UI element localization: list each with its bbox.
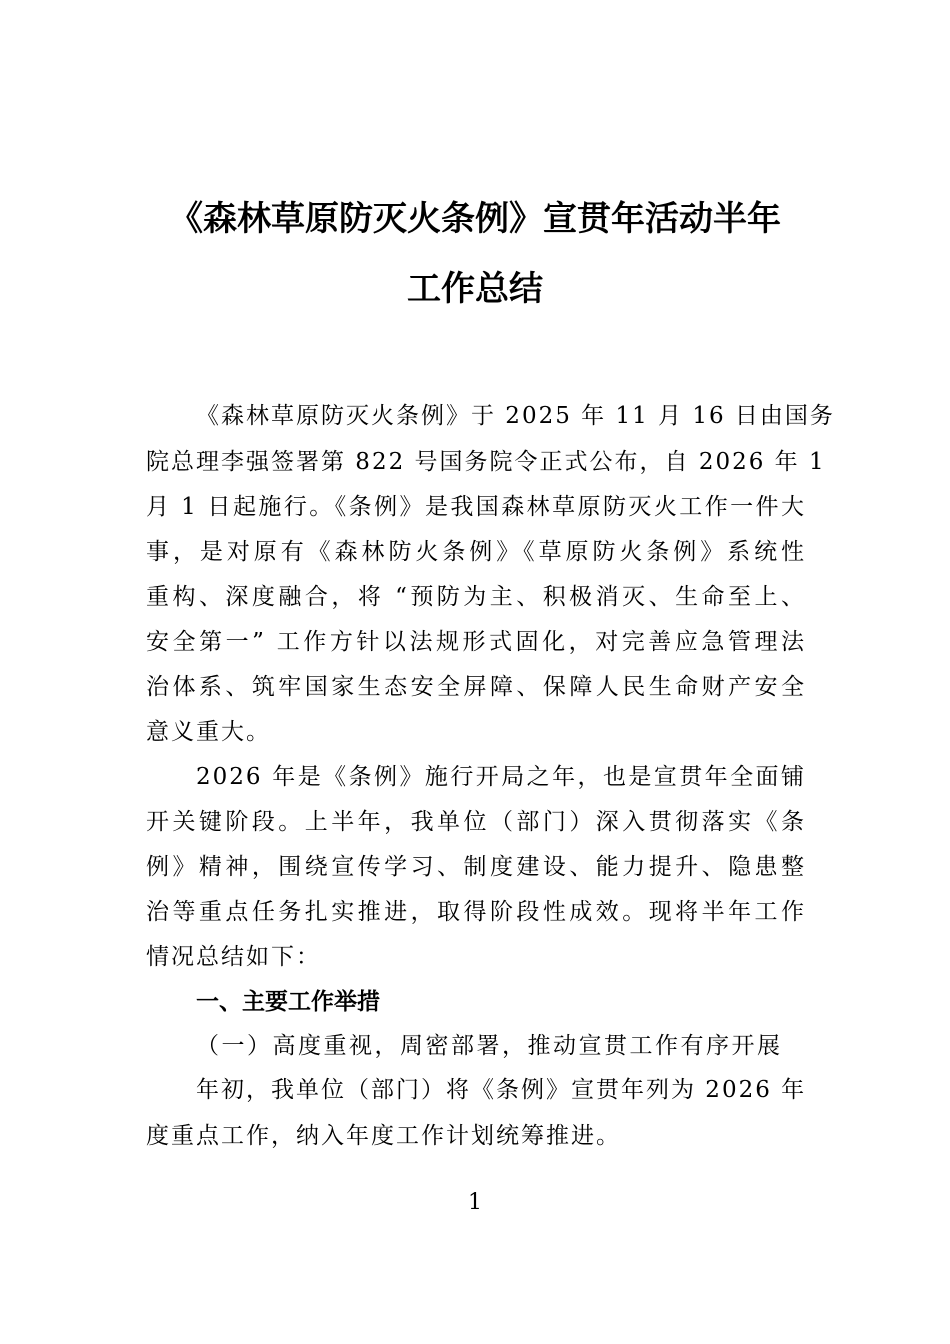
text-line: 院总理李强签署第 822 号国务院令正式公布，自 2026 年 1 xyxy=(146,449,826,475)
text-line: 安全第一” 工作方针以法规形式固化，对完善应急管理法 xyxy=(146,629,806,655)
text-line: 度重点工作，纳入年度工作计划统筹推进。 xyxy=(146,1123,621,1149)
text-line: 年初，我单位（部门）将《条例》宣贯年列为 2026 年 xyxy=(196,1077,807,1103)
text-line: 治体系、筑牢国家生态安全屏障、保障人民生命财产安全 xyxy=(146,674,806,700)
document-title-line-1: 《森林草原防灭火条例》宣贯年活动半年 xyxy=(169,199,781,239)
text-line: 2026 年是《条例》施行开局之年，也是宣贯年全面铺 xyxy=(196,764,806,790)
text-line: 意义重大。 xyxy=(146,719,271,745)
text-line: 《森林草原防灭火条例》于 2025 年 11 月 16 日由国务 xyxy=(196,403,835,429)
text-line: 情况总结如下： xyxy=(146,944,321,970)
page-number: 1 xyxy=(468,1190,482,1215)
text-line: 月 1 日起施行。《条例》是我国森林草原防灭火工作一件大 xyxy=(146,494,806,520)
section-heading: 一、主要工作举措 xyxy=(196,989,380,1015)
text-line: 事，是对原有《森林防火条例》《草原防火条例》系统性 xyxy=(146,539,806,565)
text-line: 例》精神，围绕宣传学习、制度建设、能力提升、隐患整 xyxy=(146,854,806,880)
document-title-line-2: 工作总结 xyxy=(407,269,543,309)
text-line: 治等重点任务扎实推进，取得阶段性成效。现将半年工作 xyxy=(146,899,806,925)
subsection-heading: （一）高度重视，周密部署，推动宣贯工作有序开展 xyxy=(196,1033,782,1059)
text-line: 开关键阶段。上半年，我单位（部门）深入贯彻落实《条 xyxy=(146,809,806,835)
text-line: 重构、深度融合，将 “预防为主、积极消灭、生命至上、 xyxy=(146,584,806,610)
